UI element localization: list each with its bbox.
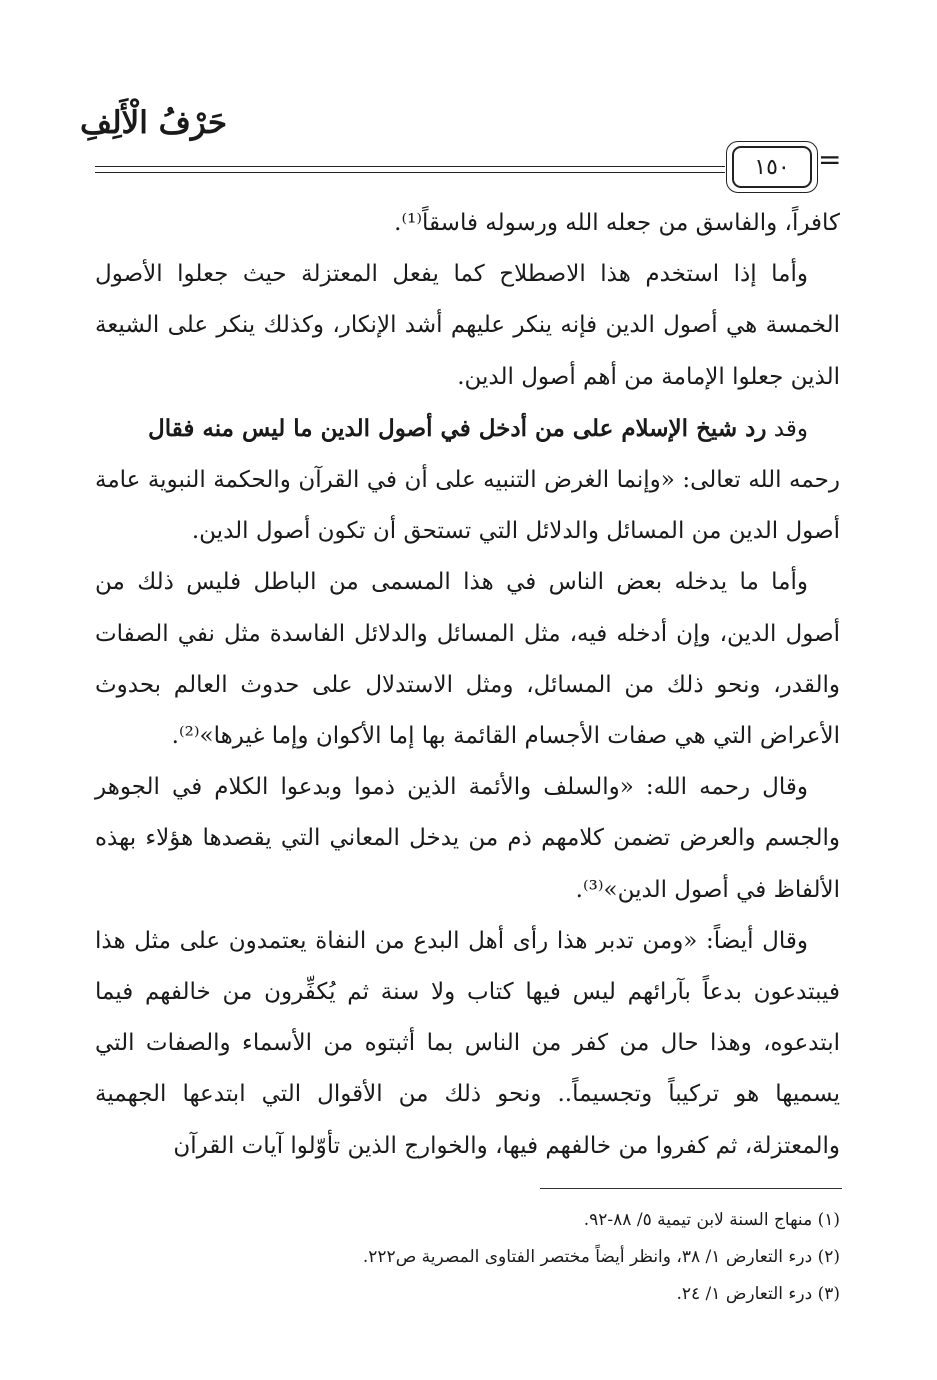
header-rule — [95, 166, 725, 167]
paragraph: وأما إذا استخدم هذا الاصطلاح كما يفعل المعتزلة حيث جعلوا الأصول الخمسة هي أصول الدين فإنه ينكر عليهم أشد الإنكار، وكذلك ينكر على الشيعة الذين جعلوا الإمامة من أهم أصول الدين. — [95, 261, 840, 390]
bold-intro-prefix: وقد — [766, 415, 808, 442]
paragraph: وقال رحمه الله: «والسلف والأئمة الذين ذموا وبدعوا الكلام في الجوهر والجسم والعرض تضمن كلامهم ذم من يدخل المعاني التي يقصدها هؤلاء بهذه الألفاظ في أصول الدين»⁽³⁾. — [95, 774, 840, 903]
header-equals-mark: = — [818, 143, 842, 176]
paragraph: رحمه الله تعالى: «وإنما الغرض التنبيه على أن في القرآن والحكمة النبوية عامة أصول الدين من المسائل والدلائل التي تستحق أن تكون أصول الدين. — [95, 467, 840, 545]
paragraph-bold-intro — [95, 403, 840, 455]
footnote: (٢) درء التعارض ١/ ٣٨، وانظر أيضاً مختصر الفتاوى المصرية ص٢٢٢. — [362, 1247, 840, 1267]
page-number-box — [732, 146, 812, 188]
footnote: (٣) درء التعارض ١/ ٢٤. — [676, 1284, 840, 1304]
body-text — [95, 198, 840, 1172]
chapter-title: حَرْفُ الْأَلِفِ — [80, 105, 228, 141]
footnotes — [95, 1202, 840, 1313]
bold-intro-text: رد شيخ الإسلام على من أدخل في أصول الدين ما ليس منه فقال — [148, 414, 767, 442]
page-number: ١٥٠ — [754, 154, 790, 180]
paragraph: وأما ما يدخله بعض الناس في هذا المسمى من الباطل فليس ذلك من أصول الدين، وإن أدخله فيه، مثل المسائل والدلائل الفاسدة مثل نفي الصفات والقدر، ونحو ذلك من المسائل، ومثل الاستدلال على حدوث العالم بحدوث الأعراض التي هي صفات الأجسام القائمة بها إما الأكوان وإما غيرها»⁽²⁾. — [95, 569, 840, 750]
paragraph: كافراً، والفاسق من جعله الله ورسوله فاسقاً⁽¹⁾. — [394, 210, 840, 236]
footnote-separator — [540, 1188, 842, 1189]
footnote: (١) منهاج السنة لابن تيمية ٥/ ٨٨-٩٢. — [583, 1210, 840, 1230]
paragraph: وقال أيضاً: «ومن تدبر هذا رأى أهل البدع من النفاة يعتمدون على مثل هذا فيبتدعون بدعاً بآرائهم ليس فيها كتاب ولا سنة ثم يُكفِّرون من خالفهم فيما ابتدعوه، وهذا حال من كفر من الناس بما أثبتوه من الأسماء والصفات التي يسميها هو تركيباً وتجسيماً.. ونحو ذلك من الأقوال التي ابتدعها الجهمية والمعتزلة، ثم كفروا من خالفهم فيها، والخوارج الذين تأوّلوا آيات القرآن — [95, 927, 840, 1159]
header-rule-double — [95, 172, 725, 173]
